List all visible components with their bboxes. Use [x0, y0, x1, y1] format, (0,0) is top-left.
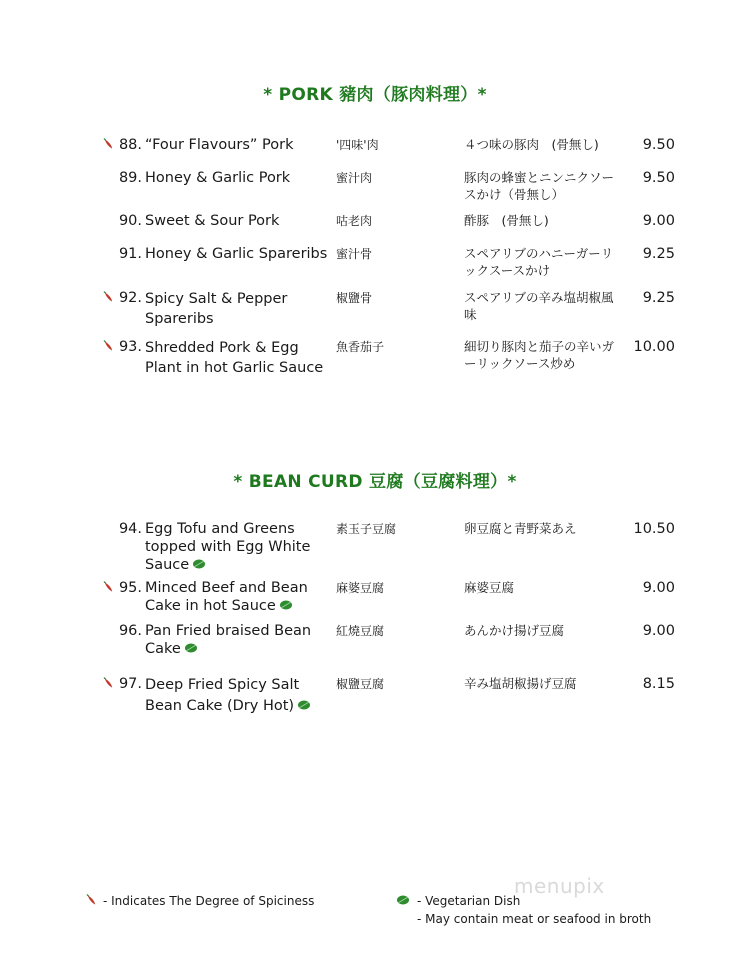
section-title-pork: * PORK 豬肉（豚肉料理）* [263, 85, 487, 105]
item-number: 95. [118, 580, 142, 596]
leaf-icon [184, 642, 198, 654]
item-name-zh: 魚香茄子 [336, 340, 385, 354]
item-name-zh: 咕老肉 [336, 214, 373, 228]
item-price: 9.00 [642, 623, 675, 639]
item-name-en: Honey & Garlic Spareribs [145, 246, 328, 262]
item-name-ja: 麻婆豆腐 [464, 580, 515, 595]
legend-spicy-text: - Indicates The Degree of Spiciness [103, 894, 315, 908]
item-name-text: Deep Fried Spicy Salt Bean Cake (Dry Hot) [145, 677, 300, 714]
section-title-bean-curd: * BEAN CURD 豆腐（豆腐料理）* [233, 472, 517, 492]
item-number: 90. [118, 213, 142, 229]
item-name-zh: 蜜汁骨 [336, 247, 373, 261]
item-name-en [145, 520, 320, 574]
item-name-ja: 卵豆腐と青野菜あえ [464, 521, 577, 536]
item-price: 9.00 [642, 213, 675, 229]
legend-veg-note: - May contain meat or seafood in broth [417, 912, 652, 926]
item-number: 89. [118, 170, 142, 186]
item-name-en [145, 579, 310, 615]
leaf-icon [396, 894, 410, 906]
item-price: 10.00 [633, 339, 675, 355]
item-name-ja: スペアリブのハニーガーリックスースかけ [464, 246, 614, 278]
item-name-text: Pan Fried braised Bean Cake [145, 623, 312, 657]
item-name-ja: 細切り豚肉と茄子の辛いガーリックソース炒め [464, 339, 615, 371]
item-name-text: Minced Beef and Bean Cake in hot Sauce [145, 580, 308, 614]
item-name-zh: 蜜汁肉 [336, 171, 373, 185]
item-name-en: “Four Flavours” Pork [145, 137, 294, 153]
item-name-ja: 辛み塩胡椒揚げ豆腐 [464, 676, 577, 691]
item-name-ja: あんかけ揚げ豆腐 [464, 623, 565, 638]
item-name-ja: 豚肉の蜂蜜とニンニクソースかけ（骨無し） [464, 170, 615, 202]
item-number: 92. [118, 290, 142, 306]
item-number: 96. [118, 623, 142, 639]
item-name-ja: スペアリブの辛み塩胡椒風味 [464, 290, 614, 322]
chili-pepper-icon [86, 894, 97, 906]
item-name-zh: 紅燒豆腐 [336, 624, 385, 638]
legend-veg [396, 894, 520, 908]
legend-spicy [86, 894, 314, 908]
leaf-icon [279, 599, 293, 611]
item-price: 9.50 [642, 137, 675, 153]
item-number: 97. [118, 676, 142, 692]
item-name-ja: 酢豚 (骨無し) [464, 213, 549, 228]
item-number: 91. [118, 246, 142, 262]
item-name-en: Spicy Salt & Pepper Spareribs [145, 291, 288, 327]
item-name-ja: ４つ味の豚肉 (骨無し) [464, 137, 599, 152]
item-name-en [145, 622, 315, 658]
item-price: 10.50 [633, 521, 675, 537]
item-price: 9.50 [642, 170, 675, 186]
watermark: menupix [514, 874, 605, 898]
item-name-zh: 椒鹽骨 [336, 291, 373, 305]
item-name-en [145, 675, 313, 717]
leaf-icon [297, 699, 311, 711]
item-price: 9.25 [642, 246, 675, 262]
item-number: 88. [118, 137, 142, 153]
leaf-icon [192, 558, 206, 570]
item-number: 94. [118, 521, 142, 537]
item-name-en: Shredded Pork & Egg Plant in hot Garlic Sauce [145, 340, 324, 376]
item-name-en: Honey & Garlic Pork [145, 170, 291, 186]
item-name-text: Egg Tofu and Greens topped with Egg White Sauce [145, 521, 311, 573]
item-name-zh: 椒鹽豆腐 [336, 677, 385, 691]
legend-veg-text: - Vegetarian Dish [417, 894, 521, 908]
item-number: 93. [118, 339, 142, 355]
item-name-zh: 麻婆豆腐 [336, 581, 385, 595]
item-name-zh: 素玉子豆腐 [336, 522, 397, 536]
item-price: 9.00 [642, 580, 675, 596]
item-price: 8.15 [642, 676, 675, 692]
item-name-en: Sweet & Sour Pork [145, 213, 280, 229]
item-price: 9.25 [642, 290, 675, 306]
item-name-zh: '四味'肉 [336, 138, 379, 152]
